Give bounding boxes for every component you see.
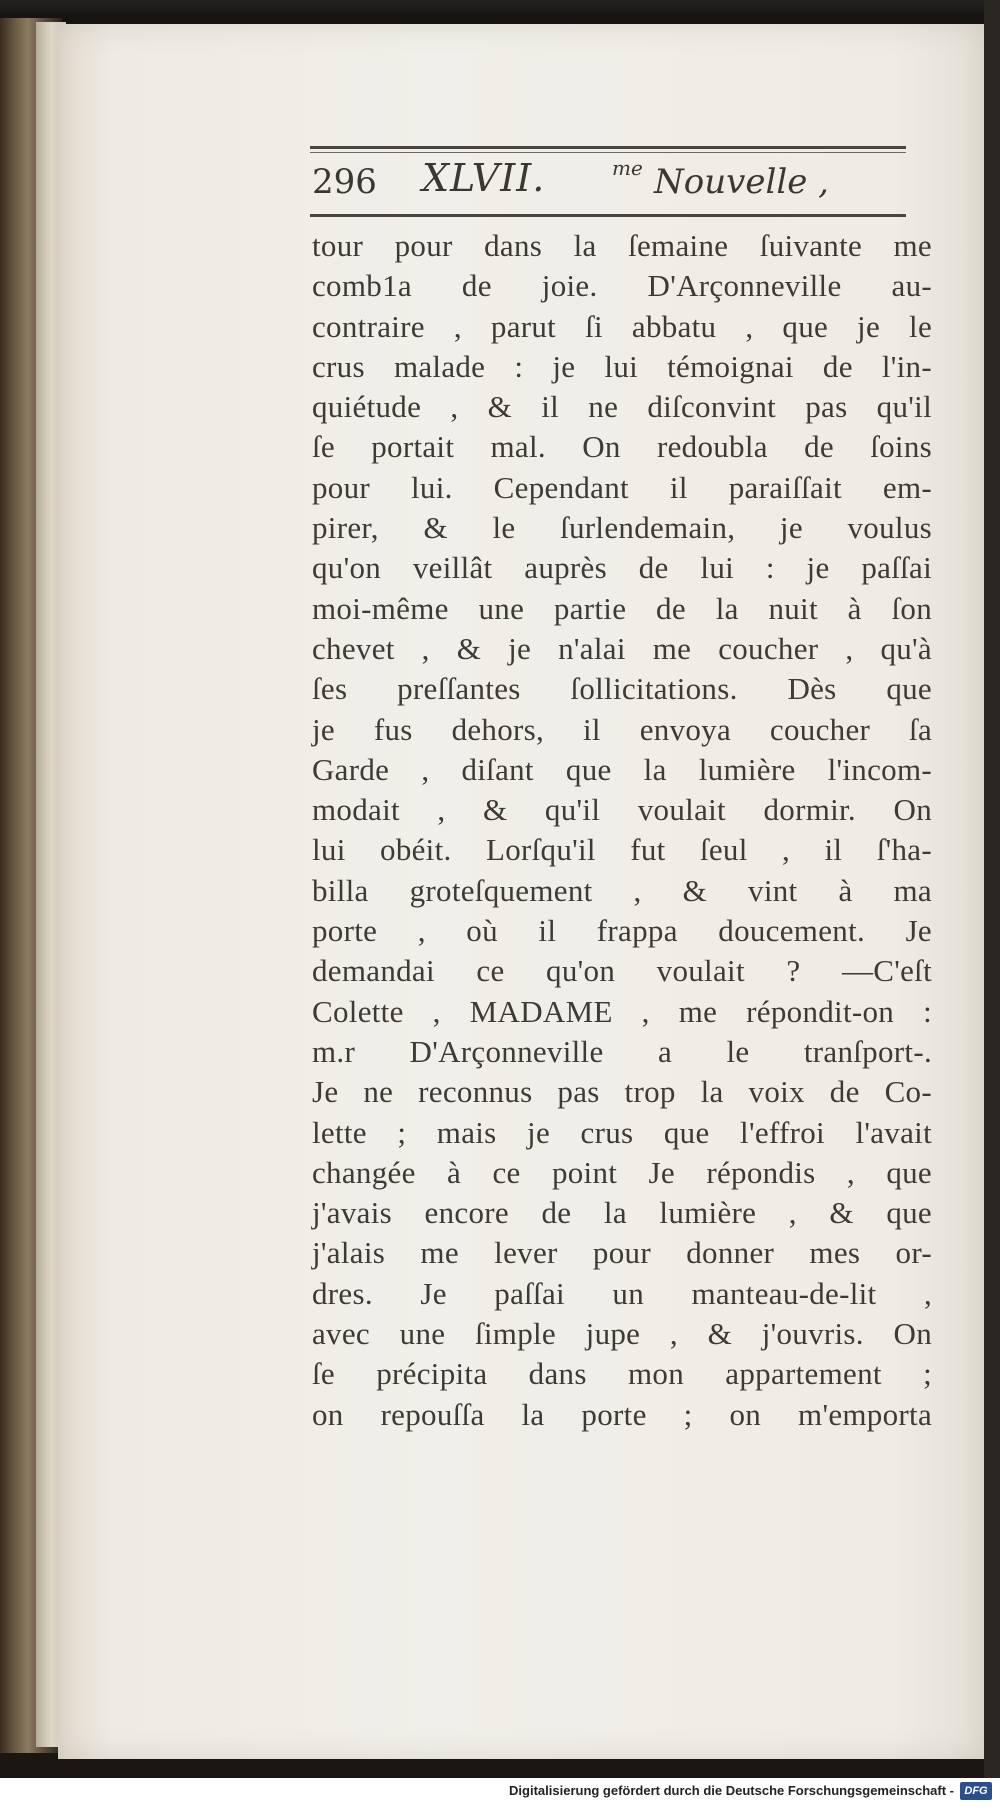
digitization-credit: Digitalisierung gefördert durch die Deutsche Forschungsgemeinschaft - <box>509 1783 954 1798</box>
dfg-logo-icon: DFG <box>960 1782 992 1800</box>
text-line: ſes preſſantes ſollicitations. Dès que <box>312 671 932 707</box>
text-line: Garde , diſant que la lumière l'incom- <box>312 751 932 787</box>
running-header <box>312 156 908 212</box>
text-line: on repouſſa la porte ; on m'emporta <box>312 1396 932 1432</box>
header-rule-top <box>310 146 906 149</box>
text-line: porte , où il frappa doucement. Je <box>312 913 932 949</box>
text-line: ſe précipita dans mon appartement ; <box>312 1356 932 1392</box>
text-line: comb1a de joie. D'Arçonneville au- <box>312 268 932 304</box>
page-number: 296 <box>312 162 377 202</box>
text-line: tour pour dans la ſemaine ſuivante me <box>312 228 932 263</box>
text-line: pirer, & le ſurlendemain, je voulus <box>312 510 932 546</box>
body-text <box>312 226 932 1435</box>
text-line: demandai ce qu'on voulait ? —C'eſt <box>312 953 932 989</box>
text-line: lui obéit. Lorſqu'il fut ſeul , il ſ'ha- <box>312 832 932 868</box>
text-line: avec une ſimple jupe , & j'ouvris. On <box>312 1316 932 1352</box>
text-line: m.r D'Arçonneville a le tranſport-. <box>312 1033 932 1069</box>
text-line: billa groteſquement , & vint à ma <box>312 872 932 908</box>
text-line: lette ; mais je crus que l'effroi l'avait <box>312 1114 932 1150</box>
text-line: qu'on veillât auprès de lui : je paſſai <box>312 550 932 586</box>
header-rule-bottom <box>310 214 906 217</box>
footer-bar <box>0 1778 1000 1809</box>
text-line: pour lui. Cependant il paraiſſait em- <box>312 469 932 505</box>
chapter-number: XLVII. <box>422 156 546 200</box>
text-line: Je ne reconnus pas trop la voix de Co- <box>312 1074 932 1110</box>
text-line: chevet , & je n'alai me coucher , qu'à <box>312 630 932 666</box>
header-rule-top-thin <box>310 152 906 153</box>
text-line: je fus dehors, il envoya coucher ſa <box>312 711 932 747</box>
text-line: dres. Je paſſai un manteau-de-lit , <box>312 1275 932 1311</box>
running-title: Nouvelle , <box>654 162 829 202</box>
text-line: contraire , parut ſi abbatu , que je le <box>312 308 932 344</box>
text-line: quiétude , & il ne diſconvint pas qu'il <box>312 389 932 425</box>
text-line: j'alais me lever pour donner mes or- <box>312 1235 932 1271</box>
chapter-suffix: me <box>612 156 643 180</box>
text-line: j'avais encore de la lumière , & que <box>312 1195 932 1231</box>
text-line: crus malade : je lui témoignai de l'in- <box>312 348 932 384</box>
text-line: ſe portait mal. On redoubla de ſoins <box>312 429 932 465</box>
text-line: modait , & qu'il voulait dormir. On <box>312 792 932 828</box>
text-line: Colette , MADAME , me répondit-on : <box>312 993 932 1029</box>
right-border <box>984 0 1000 1809</box>
text-line: changée à ce point Je répondis , que <box>312 1154 932 1190</box>
text-line: moi-même une partie de la nuit à ſon <box>312 590 932 626</box>
